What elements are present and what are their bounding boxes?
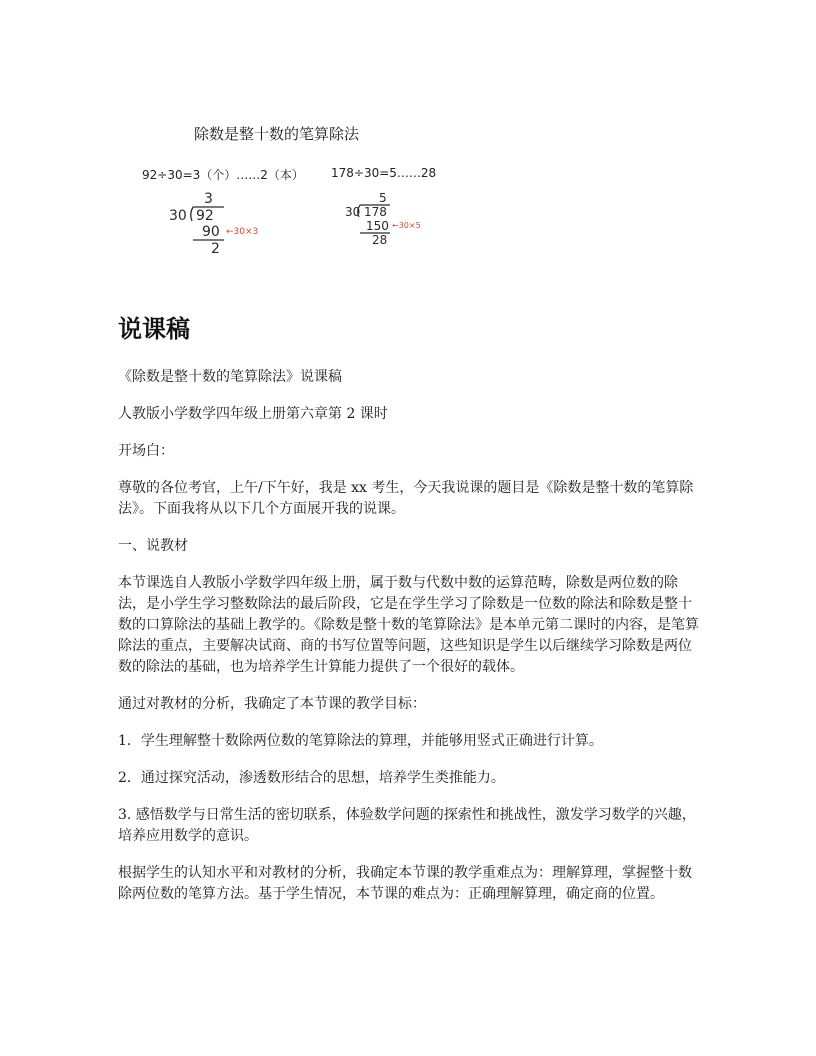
dividend: 92 [196,208,214,224]
product-note: ←30×3 [226,227,259,237]
objective-2: 2．通过探究活动，渗透数形结合的思想，培养学生类推能力。 [118,770,505,786]
objective-1: 1．学生理解整十数除两位数的笔算除法的算理，并能够用竖式正确进行计算。 [118,733,603,749]
section-heading-textbook: 一、说教材 [118,538,188,554]
quotient: 3 [204,191,213,207]
remainder: 28 [372,233,388,247]
opening-label: 开场白： [118,443,174,459]
divisor: 30 [169,208,187,224]
doc-title-line: 《除数是整十数的笔算除法》说课稿 [118,369,342,385]
example-1-equation: 92÷30=3（个）……2（本） [142,168,304,182]
division-bracket [191,207,193,221]
example-2-equation: 178÷30=5……28 [331,166,437,180]
course-info: 人教版小学数学四年级上册第六章第 2 课时 [118,406,388,422]
figure-title: 除数是整十数的笔算除法 [194,125,360,143]
key-difficulty-paragraph: 根据学生的认知水平和对教材的分析，我确定本节课的教学重难点为：理解算理，掌握整十数除两位数的笔算方法。基于学生情况，本节课的难点为：正确理解算理，确定商的位置。 [118,865,692,902]
textbook-paragraph: 本节课选自人教版小学数学四年级上册，属于数与代数中数的运算范畴，除数是两位数的除法，是小学生学习整数除法的最后阶段，它是在学生学习了除数是一位数的除法和除数是整十数的口算除法的基础上教学的。《除数是整十数的笔算除法》是本单元第二课时的内容，是笔算除法的重点，主要解决试商、商的书写位置等问题，这些知识是学生以后继续学习除数是两位数的除法的基础，也为培养学生计算能力提供了一个很好的载体。 [118,575,699,675]
document-heading: 说课稿 [118,315,190,343]
long-division-example-1 [166,191,276,257]
divisor: 30 [345,205,361,219]
dividend: 178 [364,205,387,219]
product-note: ←30×5 [392,221,421,230]
product: 150 [366,219,389,233]
product: 90 [202,224,220,240]
quotient: 5 [379,191,387,205]
opening-paragraph: 尊敬的各位考官，上午/下午好，我是 xx 考生，今天我说课的题目是《除数是整十数的笔算除法》。下面我将从以下几个方面展开我的说课。 [118,480,694,517]
long-division-example-2 [338,191,448,251]
objective-3: 3. 感悟数学与日常生活的密切联系，体验数学问题的探索性和挑战性，激发学习数学的兴趣，培养应用数学的意识。 [118,807,696,844]
document-body [118,367,703,921]
objectives-intro: 通过对教材的分析，我确定了本节课的教学目标： [118,696,426,712]
remainder: 2 [211,241,220,257]
